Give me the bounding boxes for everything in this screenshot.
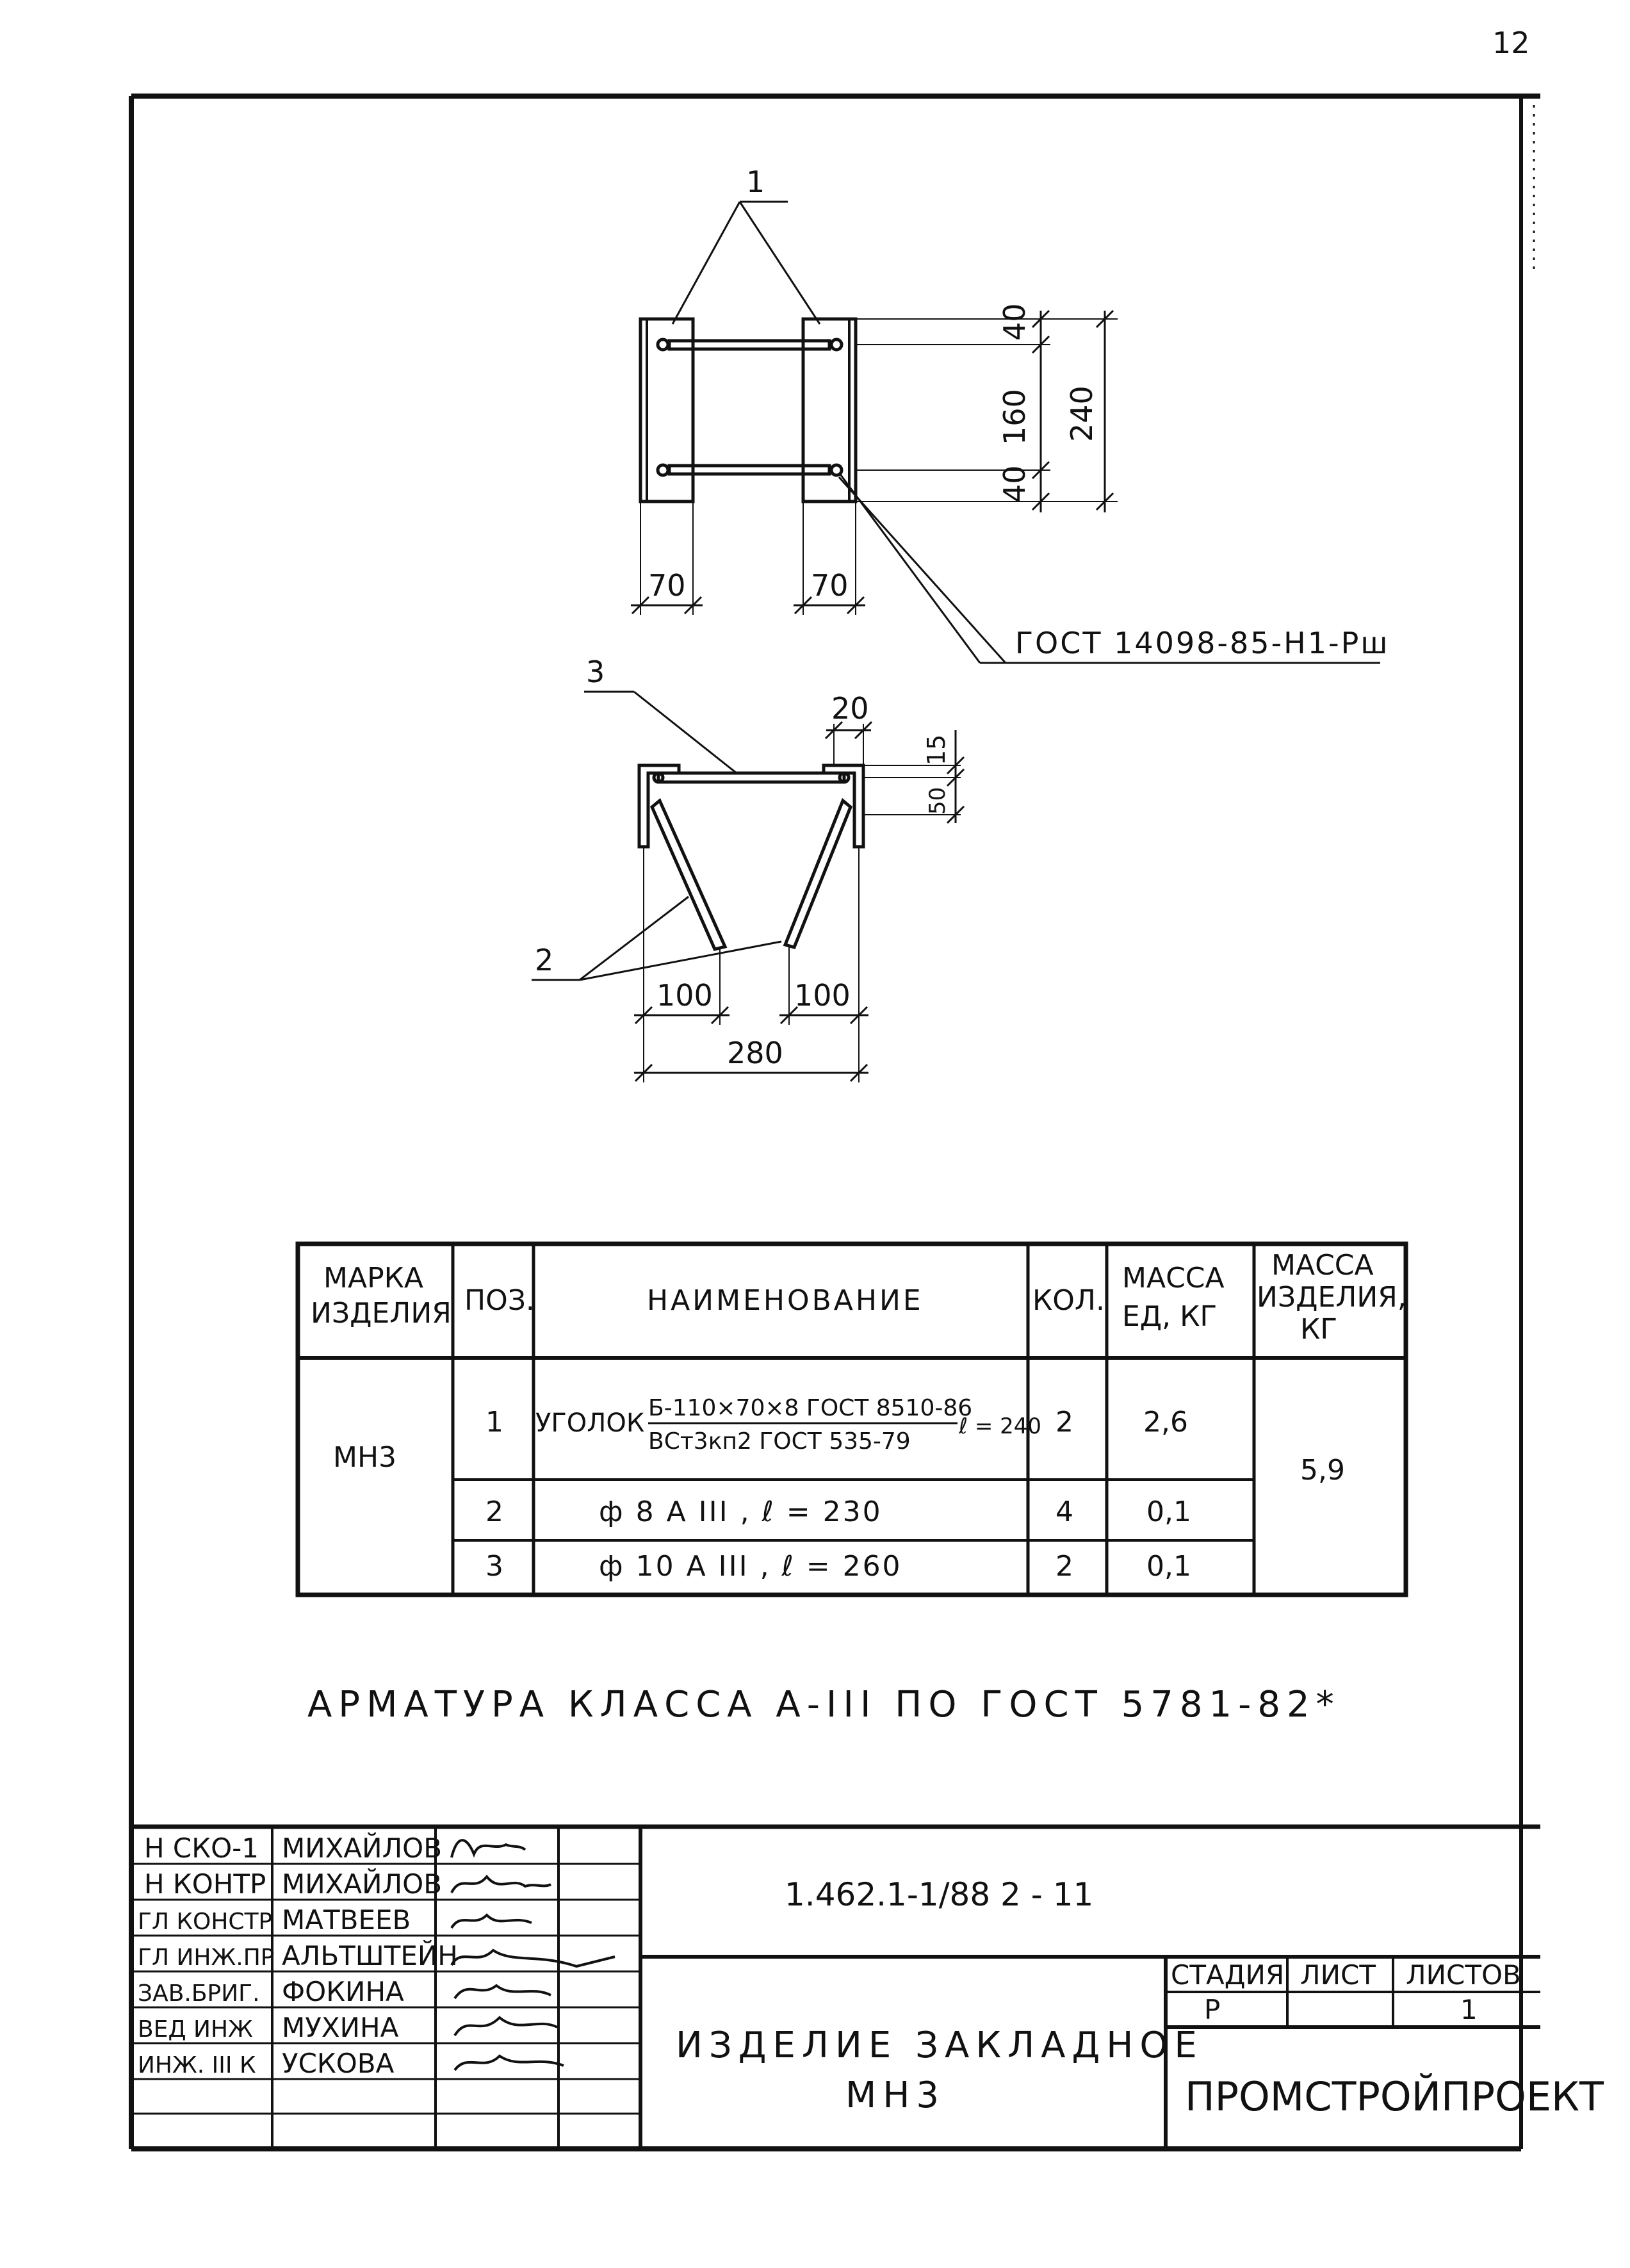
dim-280: 280 bbox=[727, 1036, 783, 1070]
dim-70-right: 70 bbox=[811, 568, 849, 603]
dim-160: 160 bbox=[997, 389, 1032, 445]
cell-unit-mass-3: 0,1 bbox=[1146, 1550, 1191, 1583]
dim-100-left: 100 bbox=[656, 978, 713, 1013]
org-name: ПРОМСТРОЙПРОЕКТ bbox=[1185, 2073, 1604, 2120]
header-mark-2: ИЗДЕЛИЯ bbox=[311, 1297, 452, 1330]
role-6: ВЕД ИНЖ bbox=[138, 2016, 253, 2043]
page-number: 12 bbox=[1492, 26, 1530, 60]
cell-qty-3: 2 bbox=[1055, 1550, 1073, 1583]
name-5: ФОКИНА bbox=[282, 1976, 404, 2007]
cell-qty-1: 2 bbox=[1055, 1406, 1073, 1439]
name-3: МАТВЕЕВ bbox=[282, 1904, 411, 1936]
header-item-mass-3: КГ bbox=[1300, 1313, 1338, 1346]
dim-100-right: 100 bbox=[794, 978, 851, 1013]
role-1: Н СКО-1 bbox=[144, 1832, 259, 1864]
section-view bbox=[532, 692, 964, 1082]
dim-40-bottom: 40 bbox=[997, 465, 1032, 503]
dim-40-top: 40 bbox=[997, 303, 1032, 341]
header-pos: ПОЗ. bbox=[464, 1284, 535, 1317]
name-1: МИХАЙЛОВ bbox=[282, 1832, 443, 1864]
cell-pos-2: 2 bbox=[485, 1496, 503, 1528]
role-2: Н КОНТР bbox=[144, 1868, 266, 1900]
cell-name-prefix-1: УГОЛОК bbox=[535, 1408, 645, 1438]
role-3: ГЛ КОНСТР bbox=[138, 1909, 273, 1935]
name-6: МУХИНА bbox=[282, 2012, 399, 2043]
cell-pos-3: 3 bbox=[485, 1550, 503, 1583]
name-4: АЛЬТШТЕЙН bbox=[282, 1940, 458, 1971]
header-item-mass-1: МАССА bbox=[1271, 1249, 1374, 1282]
leader-label-3: 3 bbox=[586, 655, 605, 689]
title-line-2: МН3 bbox=[845, 2075, 946, 2116]
dim-50: 50 bbox=[925, 787, 950, 815]
dim-240: 240 bbox=[1064, 386, 1099, 442]
sheets-header: ЛИСТОВ bbox=[1406, 1959, 1521, 1991]
header-mark-1: МАРКА bbox=[323, 1262, 423, 1294]
cell-item-mass: 5,9 bbox=[1300, 1454, 1345, 1487]
stage-value: Р bbox=[1204, 1994, 1221, 2025]
reinforcement-note: АРМАТУРА КЛАССА А-III ПО ГОСТ 5781-82* bbox=[307, 1684, 1341, 1725]
header-unit-mass-2: ЕД, КГ bbox=[1122, 1300, 1218, 1333]
stage-header: СТАДИЯ bbox=[1171, 1959, 1285, 1991]
cell-name-denominator-1: ВСт3кп2 ГОСТ 535-79 bbox=[648, 1428, 911, 1455]
cell-name-2: ф 8 А III , ℓ = 230 bbox=[599, 1496, 883, 1528]
role-7: ИНЖ. III К bbox=[138, 2052, 256, 2078]
leader-label-1: 1 bbox=[746, 165, 765, 199]
role-4: ГЛ ИНЖ.ПР bbox=[138, 1945, 275, 1971]
name-2: МИХАЙЛОВ bbox=[282, 1868, 443, 1900]
cell-unit-mass-2: 0,1 bbox=[1146, 1496, 1191, 1528]
cell-mark: МН3 bbox=[333, 1441, 397, 1474]
cell-name-numerator-1: Б-110×70×8 ГОСТ 8510-86 bbox=[648, 1395, 973, 1421]
header-qty: КОЛ. bbox=[1032, 1284, 1105, 1317]
role-5: ЗАВ.БРИГ. bbox=[138, 1980, 260, 2007]
header-unit-mass-1: МАССА bbox=[1122, 1262, 1225, 1294]
leader-label-2: 2 bbox=[535, 943, 554, 977]
sheet-header: ЛИСТ bbox=[1300, 1959, 1376, 1991]
cell-name-suffix-1: ℓ = 240 bbox=[959, 1414, 1042, 1439]
sheets-value: 1 bbox=[1460, 1994, 1478, 2025]
header-name: НАИМЕНОВАНИЕ bbox=[647, 1284, 924, 1317]
gost-note: ГОСТ 14098-85-Н1-Рш bbox=[1015, 626, 1390, 660]
cell-qty-2: 4 bbox=[1055, 1496, 1073, 1528]
doc-code: 1.462.1-1/88 2 - 11 bbox=[785, 1876, 1094, 1913]
dim-70-left: 70 bbox=[648, 568, 686, 603]
signatures bbox=[452, 1840, 615, 2070]
cell-name-3: ф 10 А III , ℓ = 260 bbox=[599, 1550, 902, 1583]
title-line-1: ИЗДЕЛИЕ ЗАКЛАДНОЕ bbox=[676, 2025, 1203, 2066]
cell-unit-mass-1: 2,6 bbox=[1143, 1406, 1188, 1439]
header-item-mass-2: ИЗДЕЛИЯ, bbox=[1257, 1281, 1406, 1314]
dim-15: 15 bbox=[922, 734, 950, 765]
cell-pos-1: 1 bbox=[485, 1406, 503, 1439]
name-7: УСКОВА bbox=[282, 2048, 395, 2079]
dim-20: 20 bbox=[831, 691, 869, 726]
